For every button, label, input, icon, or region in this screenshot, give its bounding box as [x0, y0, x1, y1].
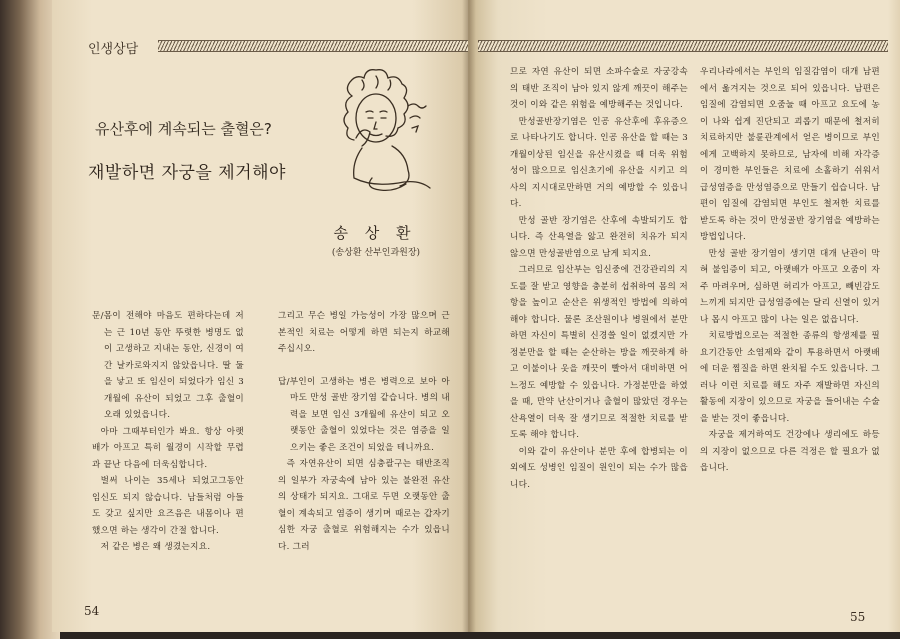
- page-gutter: [462, 0, 476, 632]
- paragraph: 이와 같이 유산이나 분만 후에 합병되는 이외에도 성병인 임질이 원인이 되는 수가 많읍니다.: [510, 446, 688, 490]
- paragraph: 그리고 무슨 병일 가능성이 가장 많으며 근본적인 치료는 어떻게 하면 되는지 하교해 주십시오.: [278, 311, 450, 354]
- text-column-3: [510, 64, 688, 493]
- paragraph: 벌써 나이는 35세나 되었고그동안 임신도 되지 않습니다. 남들처럼 아들도 갖고 싶지만 요즈음은 내몸이나 편했으면 하는 생각이 간절 합니다.: [92, 476, 244, 536]
- paragraph: 아마 그때부터인가 봐요. 항상 아랫배가 아프고 특히 월경이 시작할 무렵과 끝난 다음에 더욱심합니다.: [92, 426, 244, 470]
- page-number-left: 54: [84, 604, 100, 618]
- question-paragraph: 문/몸이 전해야 마음도 편하다는데 저는 근 10년 동안 뚜렷한 병명도 없이 고생하고 지내는 동안, 신경이 여간 날카로와지지 않았읍니다. 딸 둘을 낳고 또 임신이 되었다가 임신 3개월에 유산이 되었고 그후 출혈이 오래 있었읍니다.: [92, 311, 244, 420]
- author-affiliation: (송상환 산부인과원장): [331, 248, 421, 258]
- article-title: 재발하면 자궁을 제거해야: [88, 163, 286, 183]
- author-name: 송 상 환: [333, 224, 417, 242]
- woman-thinking-illustration: [312, 66, 442, 201]
- paragraph: 만성골반장기염은 인공 유산후에 후유증으로 나타나기도 합니다. 인공 유산을 할 때는 3개월이상된 임신을 유산시켰을 때 더욱 위험성이 많으므로 임신초기에 유산을 시키고 의사의 지시대로만하면 거의 예방할 수 있읍니다.: [510, 116, 688, 209]
- paragraph: 치료방법으로는 적절한 종류의 항생제를 필요기간동안 소염제와 같이 투용하면서 아랫배에 더운 찜질을 하면 완치될 수도 있읍니다. 그러나 이런 치료를 해도 자주 재발하면 자신의 활동에 지장이 있으므로 자궁을 들어내는 수술을 받는 것이 좋읍니다.: [700, 331, 880, 424]
- paragraph: 즉 자연유산이 되면 심충괄구는 태반조직의 일부가 자궁속에 남아 있는 불완전 유산의 상태가 되지요. 그대로 두면 오랫동안 출혈이 계속되고 염증이 생기며 때로는 갑자기 심한 자궁 출혈로 위험해지는 수가 있읍니다. 그러: [278, 459, 450, 552]
- paragraph: 만성 골반 장기염이 생기면 대개 난관이 막혀 불임증이 되고, 아랫배가 아프고 오줌이 자주 마려우며, 심하면 허리가 아프고, 빼빈감도 느끼게 되지만 급성염증에는 달리 신열이 있거나 몹시 아프고 많이 나는 일은 없읍니다.: [700, 248, 880, 325]
- header-rule-left: [158, 40, 468, 52]
- section-label: 인생상담: [88, 42, 139, 57]
- paragraph: 그러므로 임산부는 임신중에 건강관리의 지도를 잘 받고 영향을 충분히 섭취하여 몸의 저항을 높이고 순산은 위생적인 방법에 의하여 해야 합니다. 물론 조산원이나 병원에서 분만하면 자신이 특별히 신경쓸 일이 없겠지만 가정분만을 할 때는 순산하는 방을 깨끗하게 하고 이불이나 옷을 깨끗이 빨아서 대비하면 어느정도 예방할 수 있읍니다. 가정분만을 하였을 때, 만약 난산이거나 출혈이 많았던 경우는 산욕열이 더욱 잘 생기므로 적절한 치료를 받도록 해야 합니다.: [510, 265, 688, 440]
- paragraph: 저 같은 병은 왜 생겼는지요.: [100, 542, 211, 552]
- article-subtitle: 유산후에 계속되는 출혈은?: [95, 120, 272, 138]
- page-number-right: 55: [850, 610, 866, 624]
- book-edge: [0, 0, 60, 639]
- answer-paragraph: 답/부인이 고생하는 병은 병력으로 보아 아마도 만성 골반 장기염 같습니다. 병의 내력을 보면 임신 3개월에 유산이 되고 오랫동안 출혈이 있었다는 것은 염증을 일으키는 좋은 조건이 되었을 테니까요.: [278, 376, 450, 453]
- text-column-2: [278, 308, 450, 555]
- header-rule-right: [478, 40, 888, 52]
- paragraph: 만성 골반 장기염은 산후에 속발되기도 합니다. 즉 산욕열을 앓고 완전히 치유가 되지 않으면 만성골반염으로 남게 되지요.: [510, 215, 688, 259]
- paragraph: 므로 자연 유산이 되면 소파수술로 자궁강속의 태반 조직이 남아 있지 않게 깨끗이 해주는 것이 이와 같은 위험을 예방해주는 것입니다.: [510, 67, 688, 110]
- paragraph: 자궁을 제거하여도 건강에나 생리에도 하등의 지장이 없으므로 다른 걱정은 할 필요가 없읍니다.: [700, 430, 880, 473]
- paragraph: 우리나라에서는 부인의 임질감염이 대개 남편에서 옮겨지는 것으로 되어 있읍니다. 남편은 임질에 감염되면 오줌눌 때 아프고 요도에 농이 나와 쉽게 진단되고 괴롭기 때문에 철저히 치료하지만 불륜관계에서 얻은 병이므로 부인에게 고백하지 못하므로, 남자에 비해 자각증이 경미한 부인들은 치료에 소홀하기 쉬워서 급성염증을 만성염증으로 만들기 쉽습니다. 남편이 임질에 감염되면 부인도 철저한 치료를 받도록 하는 것이 만성골반 장기염을 예방하는 방법입니다.: [700, 67, 880, 242]
- text-column-4: [700, 64, 880, 477]
- text-column-1: [92, 308, 244, 556]
